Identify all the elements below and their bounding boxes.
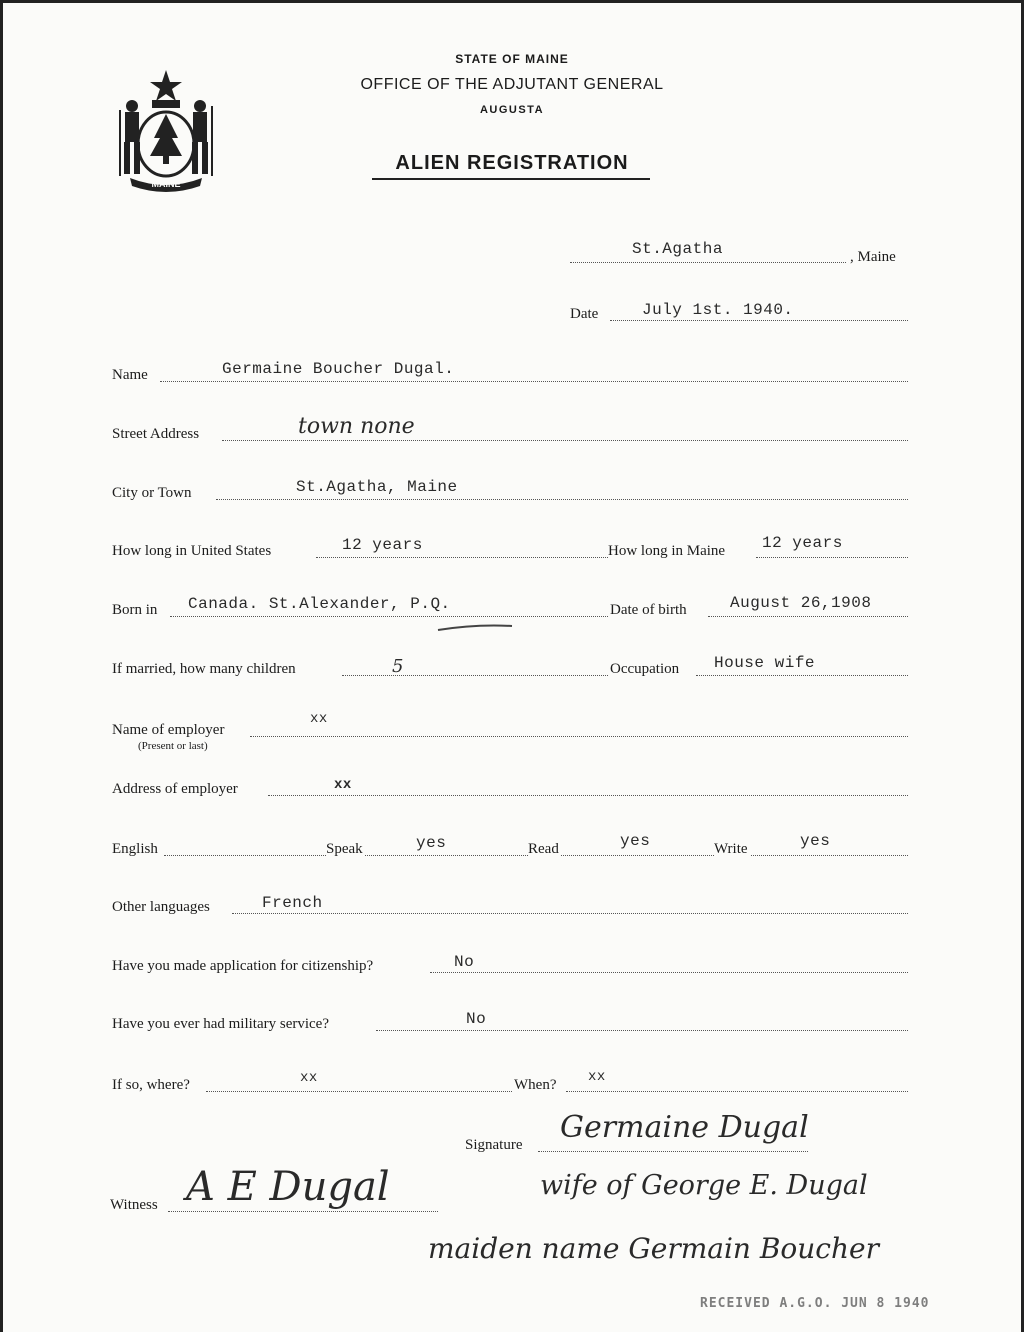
speak-label: Speak [326,841,363,857]
employer-line [250,736,908,737]
city-label: City or Town [112,485,192,501]
employer-sublabel: (Present or last) [138,740,208,752]
occupation-line [696,675,908,676]
name-line [160,381,908,382]
form-title: ALIEN REGISTRATION [395,152,629,174]
street-line [222,440,908,441]
employer-address-label: Address of employer [112,781,238,797]
write-value: yes [800,832,831,850]
witness-line [168,1211,438,1212]
children-value: 5 [392,656,404,677]
signature-note: wife of George E. Dugal [540,1170,868,1201]
children-line [342,675,608,676]
header-city: AUGUSTA [479,104,545,116]
street-value: town none [298,414,415,439]
header-office: OFFICE OF THE ADJUTANT GENERAL [360,76,664,93]
maine-duration-line [756,557,908,558]
employer-value: xx [310,711,328,727]
where-line [206,1091,512,1092]
read-label: Read [528,841,559,857]
svg-text:MAINE: MAINE [151,179,181,189]
write-label: Write [714,841,748,857]
us-duration-line [316,557,608,558]
street-label: Street Address [112,426,200,442]
employer-address-line [268,795,908,796]
when-line [566,1091,908,1092]
employer-address-value: xx [334,777,352,793]
place-suffix: , Maine [850,249,896,265]
us-duration-value: 12 years [342,536,423,554]
occupation-value: House wife [714,654,816,672]
dob-label: Date of birth [610,602,687,618]
dob-value: August 26,1908 [730,594,872,612]
signature-line [538,1151,808,1152]
header-state: STATE OF MAINE [455,52,569,66]
citizenship-label: Have you made application for citizenship? [112,958,374,974]
when-value: xx [588,1069,606,1085]
name-label: Name [112,367,148,383]
born-in-underline-mark [436,622,514,634]
military-label: Have you ever had military service? [112,1016,329,1032]
place-value: St.Agatha [632,240,723,258]
city-value: St.Agatha, Maine [296,478,458,496]
born-in-label: Born in [112,602,158,618]
military-line [376,1030,908,1031]
date-value: July 1st. 1940. [642,301,794,319]
city-line [216,499,908,500]
citizenship-value: No [454,953,475,971]
occupation-label: Occupation [610,661,680,677]
maine-duration-label: How long in Maine [608,543,726,559]
date-label: Date [570,306,599,322]
read-value: yes [620,832,651,850]
military-value: No [466,1010,487,1028]
other-languages-label: Other languages [112,899,210,915]
place-line [570,262,846,263]
when-label: When? [514,1077,557,1093]
received-stamp: RECEIVED A.G.O. JUN 8 1940 [700,1296,930,1311]
title-underline [372,178,650,180]
where-value: xx [300,1070,318,1086]
date-line [610,320,908,321]
name-value: Germaine Boucher Dugal. [222,360,455,378]
born-in-line [170,616,608,617]
signature-label: Signature [465,1137,523,1153]
maine-duration-value: 12 years [762,534,843,552]
witness-label: Witness [110,1197,158,1213]
us-duration-label: How long in United States [112,543,272,559]
where-label: If so, where? [112,1077,190,1093]
employer-label: Name of employer [112,722,225,738]
english-label: English [112,841,158,857]
children-label: If married, how many children [112,661,296,677]
signature-value: Germaine Dugal [560,1110,809,1145]
citizenship-line [430,972,908,973]
dob-line [708,616,908,617]
speak-value: yes [416,834,447,852]
other-languages-line [232,913,908,914]
other-languages-value: French [262,894,323,912]
maiden-name: maiden name Germain Boucher [428,1232,879,1265]
born-in-value: Canada. St.Alexander, P.Q. [188,595,451,613]
witness-value: A E Dugal [186,1164,390,1210]
